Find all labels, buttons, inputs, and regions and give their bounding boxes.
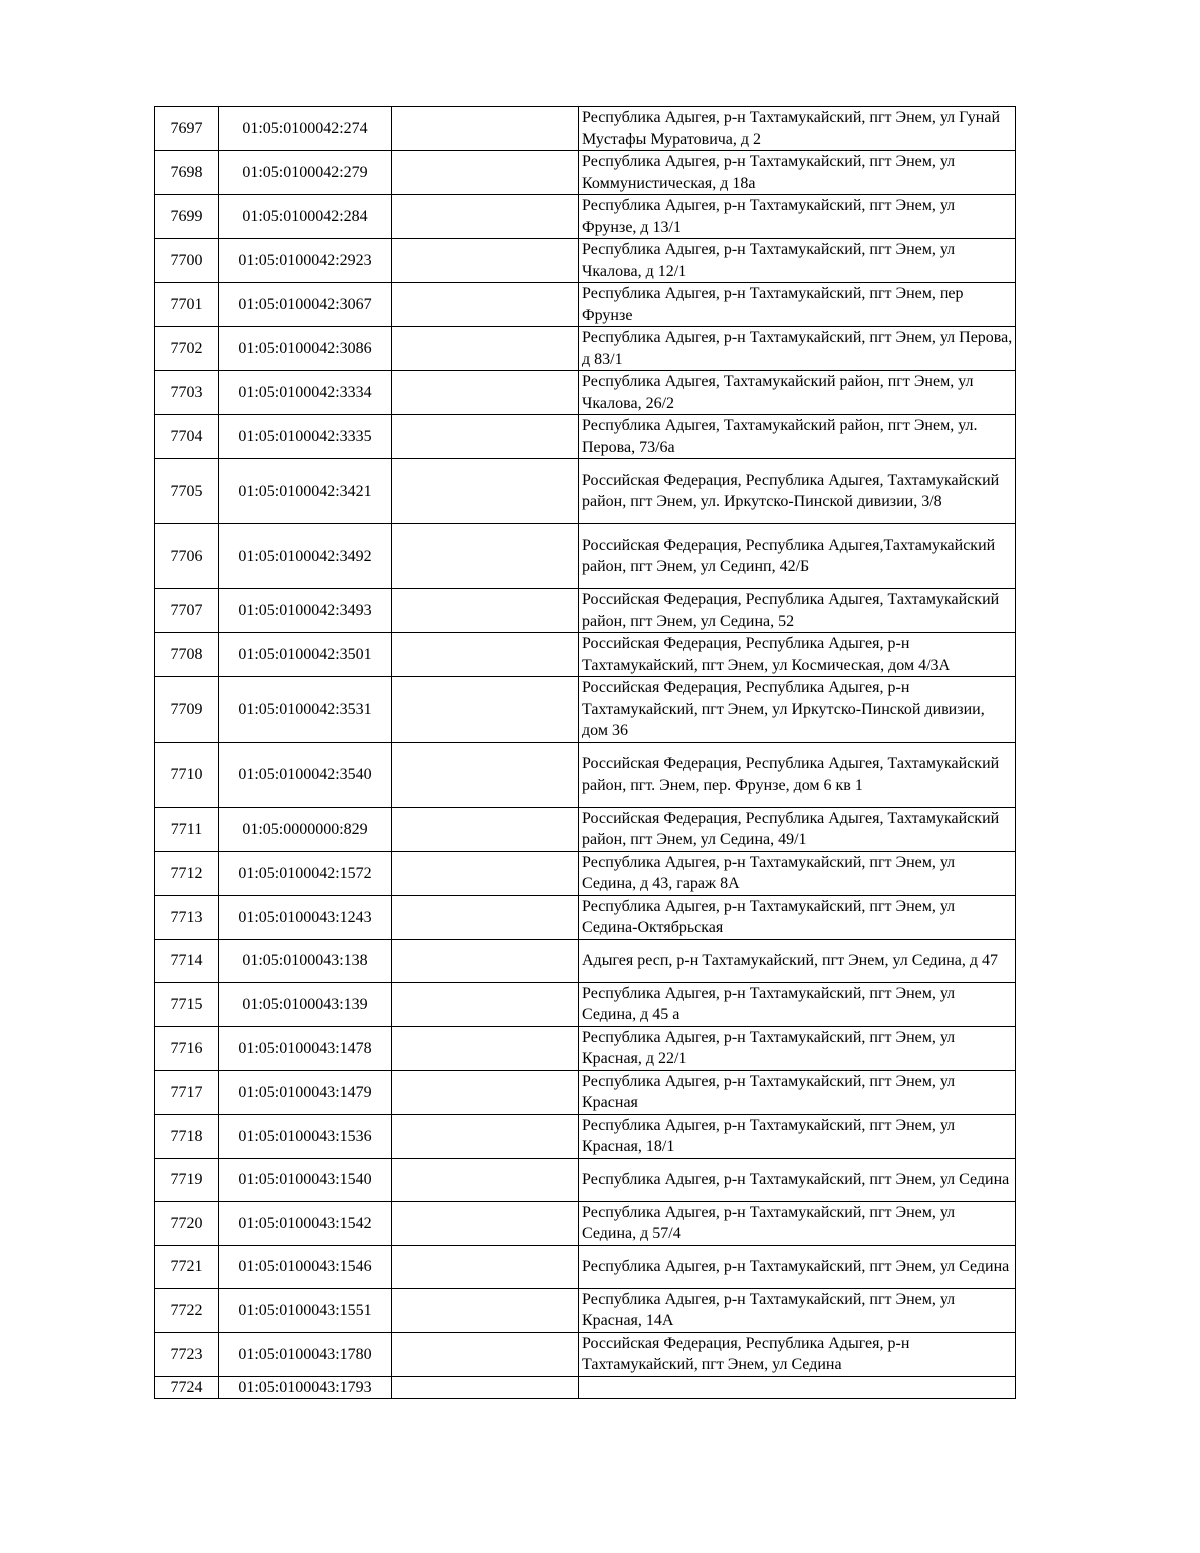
empty-cell [392, 982, 579, 1026]
row-number: 7698 [155, 151, 219, 195]
table-row [155, 742, 1016, 807]
table-row [155, 939, 1016, 982]
cadastral-number: 01:05:0100043:1793 [219, 1376, 392, 1398]
row-number: 7705 [155, 459, 219, 524]
row-number: 7707 [155, 589, 219, 633]
address-cell: Российская Федерация, Республика Адыгея, р-н Тахтамукайский, пгт Энем, ул Космическая, дом 4/3А [579, 633, 1016, 677]
cadastral-number: 01:05:0100043:139 [219, 982, 392, 1026]
table-row [155, 1070, 1016, 1114]
empty-cell [392, 807, 579, 851]
row-number: 7716 [155, 1026, 219, 1070]
empty-cell [392, 415, 579, 459]
cadastral-number: 01:05:0100042:284 [219, 195, 392, 239]
cadastral-number: 01:05:0100043:1780 [219, 1332, 392, 1376]
table-row [155, 807, 1016, 851]
table-row [155, 1376, 1016, 1398]
address-cell: Республика Адыгея, р-н Тахтамукайский, пгт Энем, ул Чкалова, д 12/1 [579, 239, 1016, 283]
row-number: 7713 [155, 895, 219, 939]
cadastral-number: 01:05:0100043:1546 [219, 1245, 392, 1288]
row-number: 7712 [155, 851, 219, 895]
empty-cell [392, 895, 579, 939]
empty-cell [392, 589, 579, 633]
address-cell: Республика Адыгея, р-н Тахтамукайский, пгт Энем, ул Коммунистическая, д 18а [579, 151, 1016, 195]
row-number: 7723 [155, 1332, 219, 1376]
address-cell: Республика Адыгея, р-н Тахтамукайский, пгт Энем, ул Седина [579, 1245, 1016, 1288]
address-cell: Российская Федерация, Республика Адыгея, р-н Тахтамукайский, пгт Энем, ул Седина [579, 1332, 1016, 1376]
address-cell: Республика Адыгея, р-н Тахтамукайский, пгт Энем, ул Красная [579, 1070, 1016, 1114]
address-cell: Республика Адыгея, р-н Тахтамукайский, пгт Энем, ул Седина, д 43, гараж 8А [579, 851, 1016, 895]
row-number: 7703 [155, 371, 219, 415]
empty-cell [392, 239, 579, 283]
row-number: 7720 [155, 1201, 219, 1245]
row-number: 7710 [155, 742, 219, 807]
address-cell: Российская Федерация, Республика Адыгея, Тахтамукайский район, пгт Энем, ул Седина, 52 [579, 589, 1016, 633]
cadastral-number: 01:05:0100043:1243 [219, 895, 392, 939]
empty-cell [392, 1245, 579, 1288]
registry-table [154, 106, 1016, 1399]
row-number: 7699 [155, 195, 219, 239]
row-number: 7722 [155, 1288, 219, 1332]
table-row [155, 589, 1016, 633]
empty-cell [392, 742, 579, 807]
cadastral-number: 01:05:0000000:829 [219, 807, 392, 851]
empty-cell [392, 851, 579, 895]
address-cell: Республика Адыгея, р-н Тахтамукайский, пгт Энем, ул Красная, д 22/1 [579, 1026, 1016, 1070]
table-row [155, 1158, 1016, 1201]
cadastral-number: 01:05:0100042:3335 [219, 415, 392, 459]
row-number: 7717 [155, 1070, 219, 1114]
row-number: 7706 [155, 524, 219, 589]
empty-cell [392, 327, 579, 371]
address-cell: Республика Адыгея, р-н Тахтамукайский, пгт Энем, ул Перова, д 83/1 [579, 327, 1016, 371]
address-cell: Республика Адыгея, р-н Тахтамукайский, пгт Энем, пер Фрунзе [579, 283, 1016, 327]
table-row [155, 1026, 1016, 1070]
empty-cell [392, 524, 579, 589]
cadastral-number: 01:05:0100043:1478 [219, 1026, 392, 1070]
row-number: 7708 [155, 633, 219, 677]
address-cell: Республика Адыгея, р-н Тахтамукайский, пгт Энем, ул Седина, д 57/4 [579, 1201, 1016, 1245]
row-number: 7711 [155, 807, 219, 851]
address-cell: Адыгея респ, р-н Тахтамукайский, пгт Энем, ул Седина, д 47 [579, 939, 1016, 982]
address-cell: Республика Адыгея, р-н Тахтамукайский, пгт Энем, ул Гунай Мустафы Муратовича, д 2 [579, 107, 1016, 151]
cadastral-number: 01:05:0100042:274 [219, 107, 392, 151]
row-number: 7701 [155, 283, 219, 327]
table-row [155, 283, 1016, 327]
cadastral-number: 01:05:0100043:1479 [219, 1070, 392, 1114]
cadastral-number: 01:05:0100042:3493 [219, 589, 392, 633]
table-row [155, 851, 1016, 895]
table-row [155, 415, 1016, 459]
table-row [155, 327, 1016, 371]
empty-cell [392, 1158, 579, 1201]
table-row [155, 239, 1016, 283]
registry-table-body [155, 107, 1016, 1399]
table-row [155, 895, 1016, 939]
table-row [155, 1114, 1016, 1158]
cadastral-number: 01:05:0100042:3421 [219, 459, 392, 524]
address-cell: Российская Федерация, Республика Адыгея, Тахтамукайский район, пгт Энем, ул. Иркутско-Пинской дивизии, 3/8 [579, 459, 1016, 524]
address-cell [579, 1376, 1016, 1398]
table-row [155, 459, 1016, 524]
empty-cell [392, 1070, 579, 1114]
table-row [155, 524, 1016, 589]
table-row [155, 107, 1016, 151]
table-row [155, 982, 1016, 1026]
empty-cell [392, 1026, 579, 1070]
empty-cell [392, 1201, 579, 1245]
cadastral-number: 01:05:0100042:1572 [219, 851, 392, 895]
address-cell: Республика Адыгея, р-н Тахтамукайский, пгт Энем, ул Седина, д 45 а [579, 982, 1016, 1026]
cadastral-number: 01:05:0100043:1536 [219, 1114, 392, 1158]
cadastral-number: 01:05:0100042:3501 [219, 633, 392, 677]
empty-cell [392, 1288, 579, 1332]
empty-cell [392, 371, 579, 415]
table-row [155, 371, 1016, 415]
cadastral-number: 01:05:0100042:3086 [219, 327, 392, 371]
empty-cell [392, 283, 579, 327]
row-number: 7719 [155, 1158, 219, 1201]
address-cell: Российская Федерация, Республика Адыгея, р-н Тахтамукайский, пгт Энем, ул Иркутско-Пинской дивизии, дом 36 [579, 677, 1016, 743]
row-number: 7718 [155, 1114, 219, 1158]
cadastral-number: 01:05:0100042:279 [219, 151, 392, 195]
row-number: 7704 [155, 415, 219, 459]
empty-cell [392, 459, 579, 524]
row-number: 7709 [155, 677, 219, 743]
empty-cell [392, 677, 579, 743]
table-row [155, 1245, 1016, 1288]
address-cell: Республика Адыгея, Тахтамукайский район, пгт Энем, ул. Перова, 73/6а [579, 415, 1016, 459]
address-cell: Республика Адыгея, р-н Тахтамукайский, пгт Энем, ул Седина [579, 1158, 1016, 1201]
address-cell: Республика Адыгея, Тахтамукайский район, пгт Энем, ул Чкалова, 26/2 [579, 371, 1016, 415]
table-row [155, 1332, 1016, 1376]
empty-cell [392, 1114, 579, 1158]
empty-cell [392, 1332, 579, 1376]
address-cell: Республика Адыгея, р-н Тахтамукайский, пгт Энем, ул Красная, 14А [579, 1288, 1016, 1332]
address-cell: Республика Адыгея, р-н Тахтамукайский, пгт Энем, ул Фрунзе, д 13/1 [579, 195, 1016, 239]
table-row [155, 195, 1016, 239]
cadastral-number: 01:05:0100042:3540 [219, 742, 392, 807]
row-number: 7702 [155, 327, 219, 371]
row-number: 7700 [155, 239, 219, 283]
cadastral-number: 01:05:0100042:3334 [219, 371, 392, 415]
row-number: 7721 [155, 1245, 219, 1288]
empty-cell [392, 1376, 579, 1398]
row-number: 7714 [155, 939, 219, 982]
address-cell: Российская Федерация, Республика Адыгея,Тахтамукайский район, пгт Энем, ул Сединп, 42/Б [579, 524, 1016, 589]
cadastral-number: 01:05:0100043:1542 [219, 1201, 392, 1245]
empty-cell [392, 195, 579, 239]
empty-cell [392, 107, 579, 151]
table-row [155, 151, 1016, 195]
cadastral-number: 01:05:0100043:1551 [219, 1288, 392, 1332]
cadastral-number: 01:05:0100043:138 [219, 939, 392, 982]
table-row [155, 1201, 1016, 1245]
cadastral-number: 01:05:0100042:3531 [219, 677, 392, 743]
cadastral-number: 01:05:0100042:2923 [219, 239, 392, 283]
empty-cell [392, 939, 579, 982]
table-row [155, 677, 1016, 743]
row-number: 7724 [155, 1376, 219, 1398]
empty-cell [392, 633, 579, 677]
address-cell: Российская Федерация, Республика Адыгея, Тахтамукайский район, пгт. Энем, пер. Фрунзе, дом 6 кв 1 [579, 742, 1016, 807]
cadastral-number: 01:05:0100042:3492 [219, 524, 392, 589]
row-number: 7697 [155, 107, 219, 151]
row-number: 7715 [155, 982, 219, 1026]
address-cell: Республика Адыгея, р-н Тахтамукайский, пгт Энем, ул Седина-Октябрьская [579, 895, 1016, 939]
cadastral-number: 01:05:0100043:1540 [219, 1158, 392, 1201]
table-row [155, 1288, 1016, 1332]
empty-cell [392, 151, 579, 195]
cadastral-number: 01:05:0100042:3067 [219, 283, 392, 327]
address-cell: Республика Адыгея, р-н Тахтамукайский, пгт Энем, ул Красная, 18/1 [579, 1114, 1016, 1158]
table-row [155, 633, 1016, 677]
address-cell: Российская Федерация, Республика Адыгея, Тахтамукайский район, пгт Энем, ул Седина, 49/1 [579, 807, 1016, 851]
